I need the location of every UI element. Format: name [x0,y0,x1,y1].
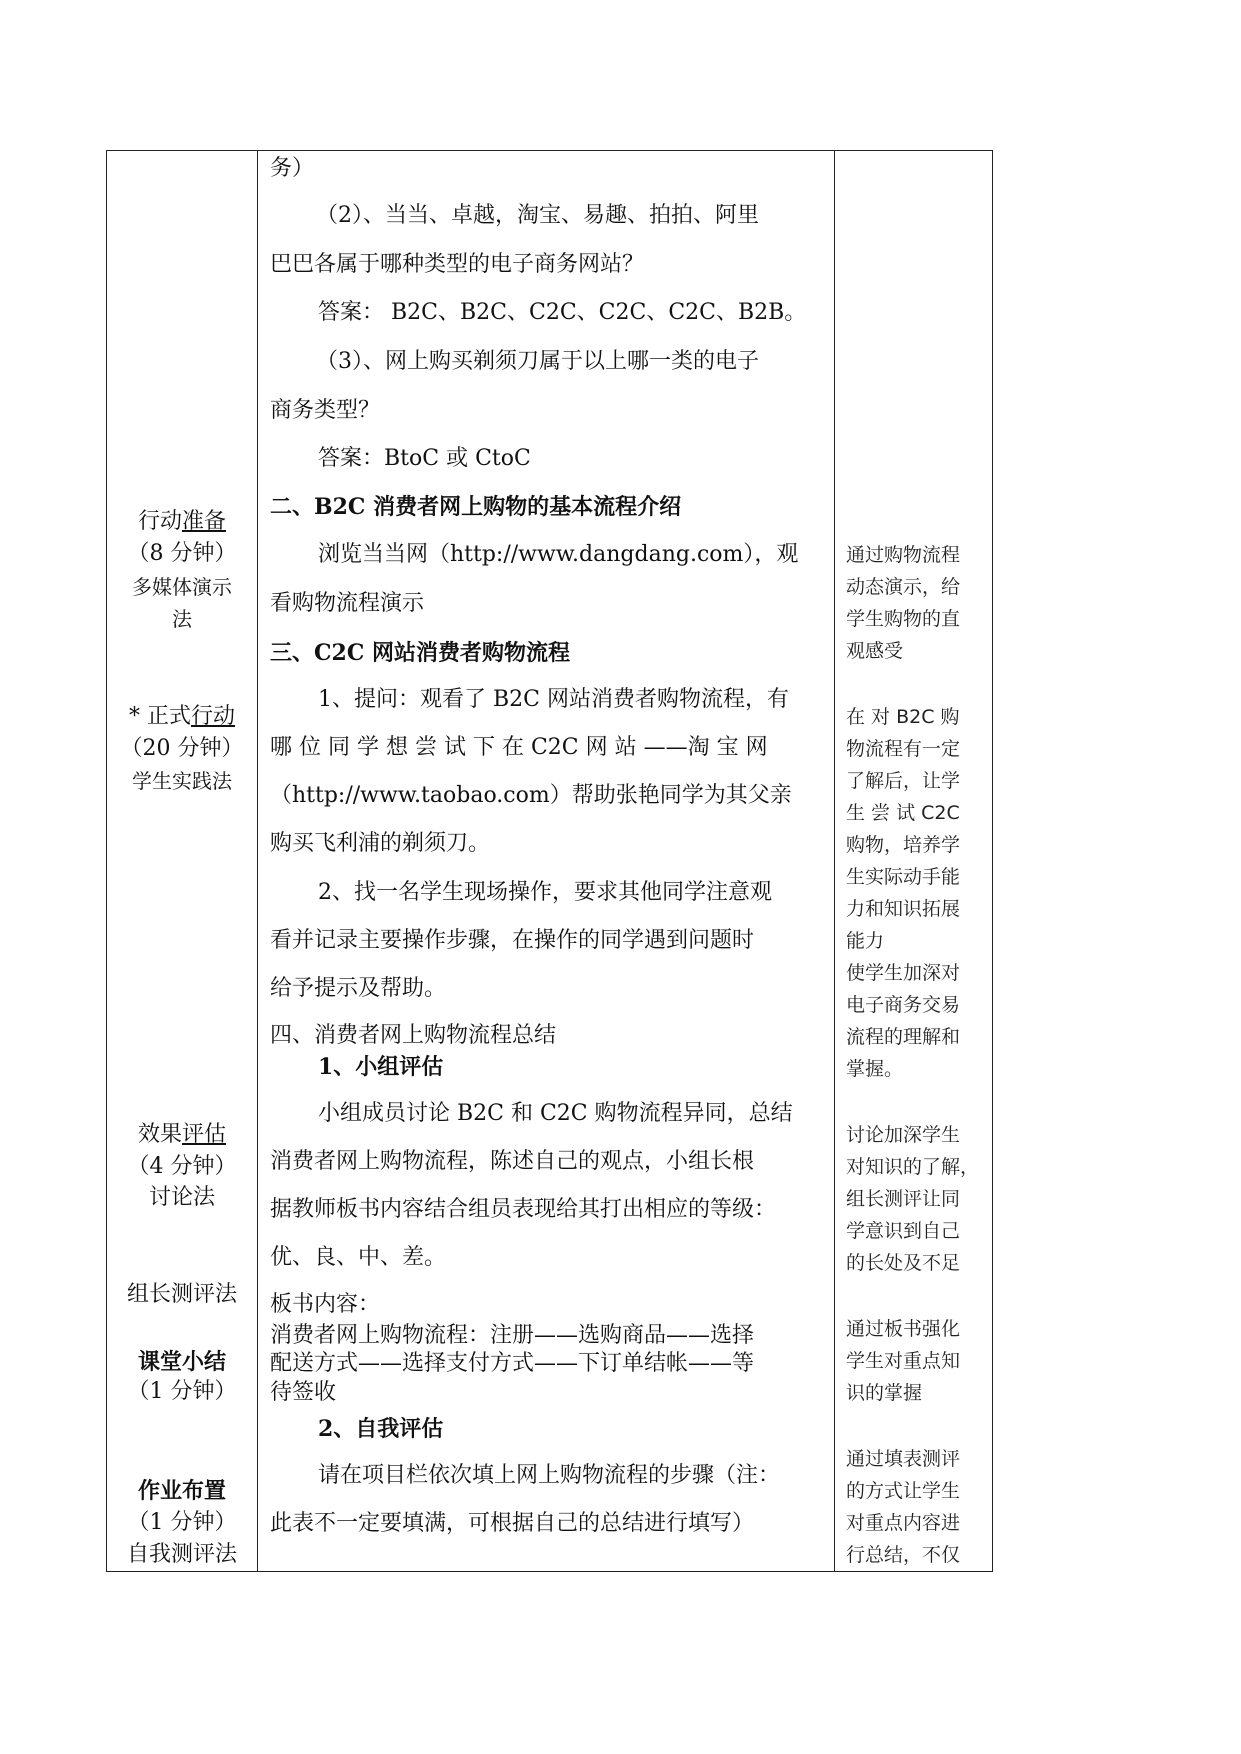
stage-label-underlined: 准备 [182,509,227,534]
answer-line: 答案： B2C、B2C、C2C、C2C、C2C、B2B。 [318,300,807,325]
text-line: 此表不一定要填满，可根据自己的总结进行填写） [270,1511,755,1536]
stage-time: （20 分钟） [120,736,244,761]
stage-action-prep [107,508,257,536]
text-line: 购买飞利浦的剃须刀。 [270,831,491,856]
note-line: 电子商务交易 [846,994,961,1016]
note-line: 购物，培养学 [846,834,961,856]
stage-method: 多媒体演示 [132,575,232,599]
text-line: 小组成员讨论 B2C 和 C2C 购物流程异同，总结 [318,1101,793,1126]
note-line: 掌握。 [846,1058,904,1080]
column-divider-left [257,151,258,1571]
stage-method: 自我测评法 [126,1542,237,1567]
stage-time: （8 分钟） [127,541,237,566]
note-line: 了解后，让学 [846,770,961,792]
stage-homework: 作业布置 [137,1478,226,1504]
text-line: 2、找一名学生现场操作，要求其他同学注意观 [318,880,772,905]
subsection-heading: 2、自我评估 [318,1416,444,1442]
note-line: 讨论加深学生 [846,1124,961,1146]
text-line: 1、提问：观看了 B2C 网站消费者购物流程，有 [318,687,789,712]
note-line: 流程的理解和 [846,1026,961,1048]
text-line: 看并记录主要操作步骤，在操作的同学遇到问题时 [270,928,755,953]
text-line: 商务类型？ [270,398,381,423]
note-line: 对知识的了解， [846,1156,980,1178]
note-line: 动态演示，给 [846,576,961,598]
stage-summary: 课堂小结 [137,1349,226,1375]
text-line: 务） [270,156,315,181]
note-line: 观感受 [846,640,904,662]
note-line: 的方式让学生 [846,1480,961,1502]
board-line: 消费者网上购物流程：注册——选购商品——选择 [270,1323,755,1348]
stage-time: （1 分钟） [127,1379,237,1404]
stage-label: * 正式 [128,704,191,729]
text-line: （2）、当当、卓越，淘宝、易趣、拍拍、阿里 [316,203,759,228]
note-line: 通过购物流程 [846,544,961,566]
column-divider-right [834,151,835,1571]
note-line: 学意识到自己 [846,1220,961,1242]
note-line: 力和知识拓展 [846,898,961,920]
stage-label: 效果 [137,1122,182,1147]
note-line: 生实际动手能 [846,866,961,888]
stage-method: 学生实践法 [132,769,232,793]
text-line: 巴巴各属于哪种类型的电子商务网站？ [270,252,645,277]
text-line: （http://www.taobao.com）帮助张艳同学为其父亲 [270,783,792,808]
note-line: 物流程有一定 [846,738,961,760]
stage-time: （1 分钟） [127,1510,237,1535]
lesson-plan-table [106,150,993,1572]
section-heading: 四、消费者网上购物流程总结 [270,1023,557,1048]
stage-label: 行动 [137,509,182,534]
note-line: 的长处及不足 [846,1252,961,1274]
note-line: 识的掌握 [846,1382,923,1404]
note-line: 在 对 B2C 购 [846,706,960,728]
stage-method: 组长测评法 [126,1282,237,1307]
stage-formal-action [107,703,257,731]
text-line: 哪 位 同 学 想 尝 试 下 在 C2C 网 站 ——淘 宝 网 [270,735,768,760]
stage-method: 讨论法 [148,1185,215,1210]
text-line: 给予提示及帮助。 [270,976,447,1001]
text-line: 浏览当当网（http://www.dangdang.com），观 [318,542,799,567]
note-line: 组长测评让同 [846,1188,961,1210]
stage-label-underlined: 行动 [190,704,235,729]
subsection-heading: 1、小组评估 [318,1054,444,1080]
note-line: 能力 [846,930,885,952]
note-line: 通过填表测评 [846,1448,961,1470]
stage-method: 法 [172,607,192,631]
stage-effect [107,1121,257,1149]
note-line: 生 尝 试 C2C [846,802,960,824]
stage-time: （4 分钟） [127,1154,237,1179]
text-line: （3）、网上购买剃须刀属于以上哪一类的电子 [316,349,759,374]
note-line: 通过板书强化 [846,1318,961,1340]
text-line: 看购物流程演示 [270,591,425,616]
note-line: 学生购物的直 [846,608,961,630]
note-line: 行总结，不仅 [846,1544,961,1566]
board-line: 配送方式——选择支付方式——下订单结帐——等 [270,1351,755,1376]
text-line: 据教师板书内容结合组员表现给其打出相应的等级： [270,1197,777,1222]
answer-line: 答案：BtoC 或 CtoC [318,446,531,471]
board-line: 待签收 [270,1380,337,1405]
stage-label-underlined: 评估 [182,1122,227,1147]
board-title: 板书内容： [270,1292,381,1317]
section-heading: 三、C2C 网站消费者购物流程 [270,640,570,666]
note-line: 使学生加深对 [846,962,961,984]
note-line: 对重点内容进 [846,1512,961,1534]
text-line: 请在项目栏依次填上网上购物流程的步骤（注： [318,1463,781,1488]
text-line: 消费者网上购物流程，陈述自己的观点，小组长根 [270,1149,755,1174]
note-line: 学生对重点知 [846,1350,961,1372]
section-heading: 二、B2C 消费者网上购物的基本流程介绍 [270,494,682,520]
text-line: 优、良、中、差。 [270,1245,447,1270]
